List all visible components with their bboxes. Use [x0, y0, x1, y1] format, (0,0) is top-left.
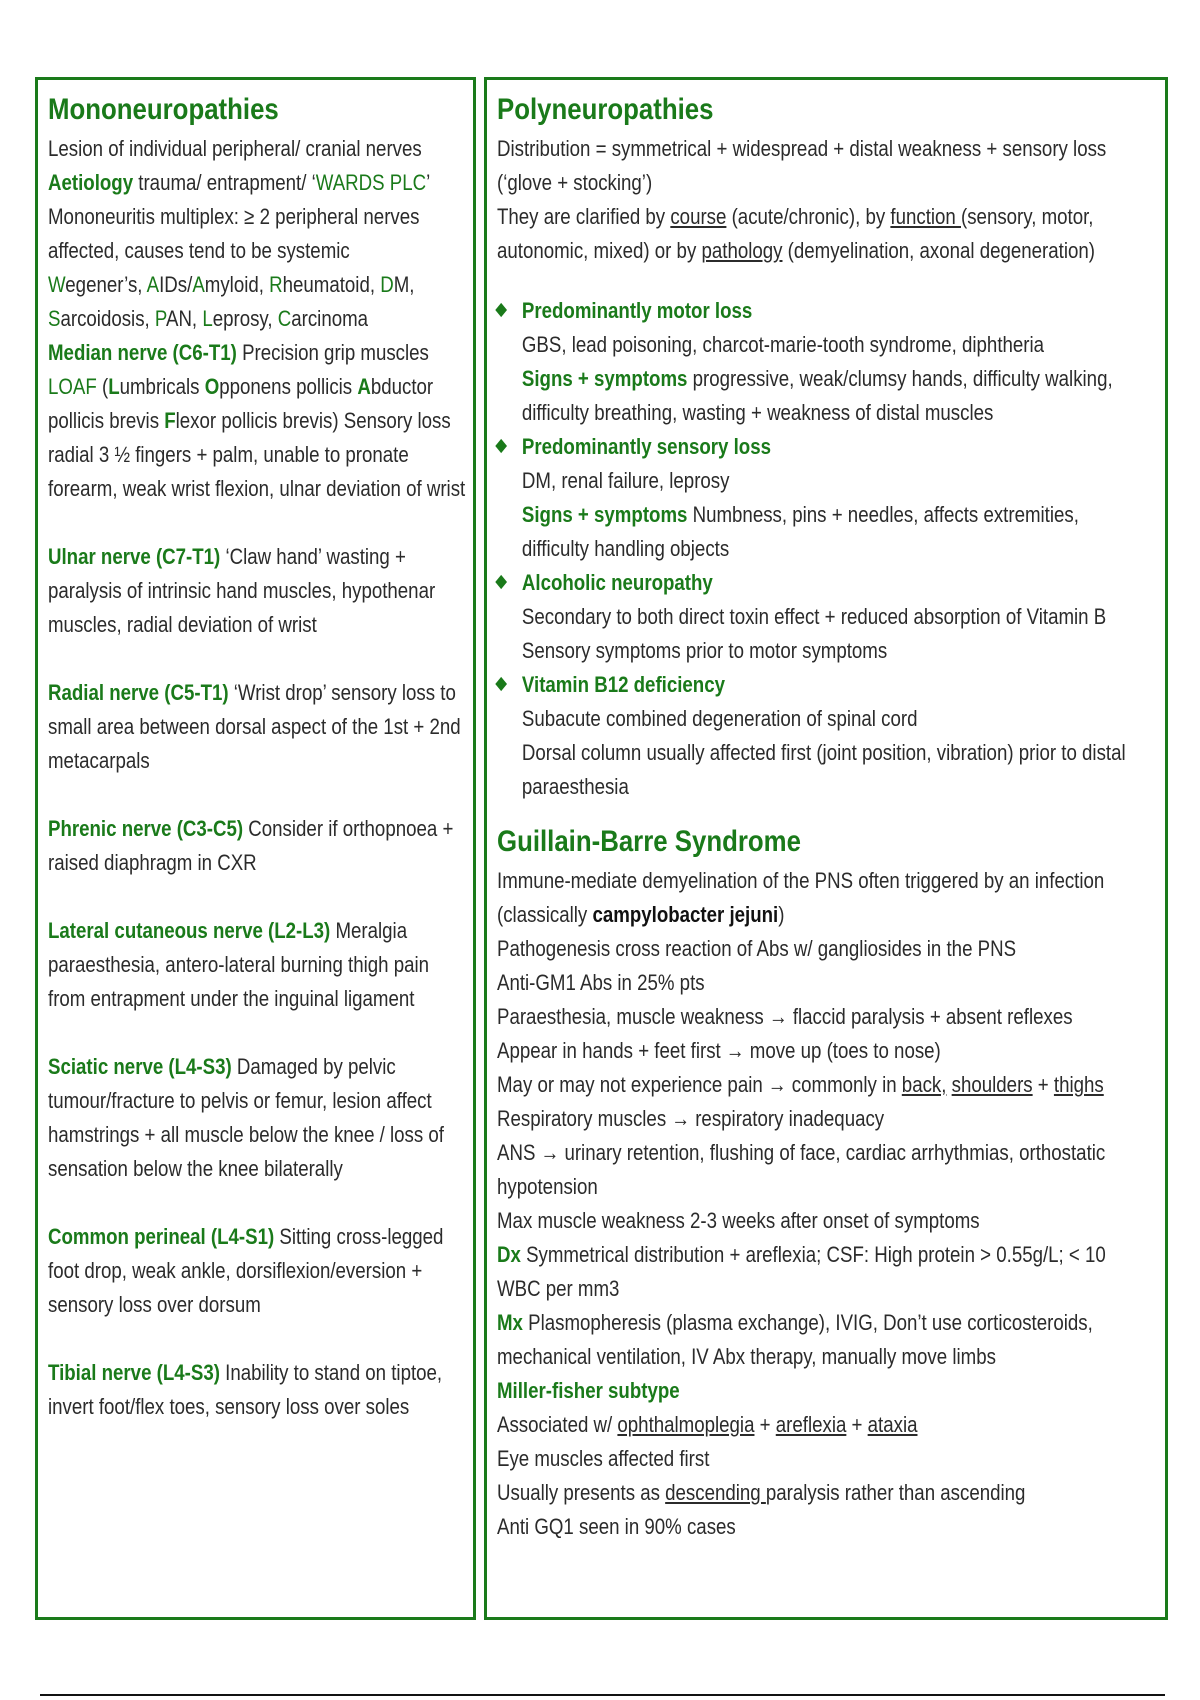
sensory-loss-section: [497, 430, 1149, 566]
diamond-bullet-icon: [495, 677, 507, 691]
ulnar-nerve-label: Ulnar nerve (C7-T1): [48, 544, 221, 569]
ulnar-nerve-entry: Ulnar nerve (C7-T1) ‘Claw hand’ wasting + paralysis of intrinsic hand muscles, hypothenar muscles, radial deviation of wrist: [48, 544, 436, 637]
multiplex-text: Mononeuritis multiplex: ≥ 2 peripheral nerves affected, causes tend to be systemic: [48, 204, 420, 263]
common-perineal-label: Common perineal (L4-S1): [48, 1224, 275, 1249]
gbs-dx: Dx Symmetrical distribution + areflexia; CSF: High protein > 0.55g/L; < 10 WBC per mm3: [497, 1242, 1106, 1301]
gbs-appear: Appear in hands + feet first → move up (toes to nose): [497, 1038, 941, 1063]
miller-fisher-eye: Eye muscles affected first: [497, 1446, 710, 1471]
gbs-pain: May or may not experience pain → commonly in back, shoulders + thighs: [497, 1072, 1104, 1097]
common-perineal-entry: Common perineal (L4-S1) Sitting cross-legged foot drop, weak ankle, dorsiflexion/eversion + sensory loss over dorsum: [48, 1224, 444, 1317]
miller-fisher-associated: Associated w/ ophthalmoplegia + areflexia + ataxia: [497, 1412, 918, 1437]
mononeuropathies-title: Mononeuropathies: [48, 93, 279, 126]
alcoholic-neuropathy-section: Alcoholic neuropathy Secondary to both direct toxin effect + reduced absorption of Vitamin B Sensory symptoms prior to motor symptoms: [497, 566, 1149, 668]
polyneuropathies-body: [497, 132, 1149, 804]
sensory-loss-causes: DM, renal failure, leprosy: [521, 468, 730, 493]
median-nerve-entry: Median nerve (C6-T1) Precision grip muscles LOAF (Lumbricals Opponens pollicis Abductor pollicis brevis Flexor pollicis brevis) Sensory loss radial 3 ½ fingers + palm, unable to pronate forearm, weak wrist flexion, ulnar deviation of wrist: [48, 340, 466, 501]
gbs-pathogenesis: Pathogenesis cross reaction of Abs w/ gangliosides in the PNS: [497, 936, 1017, 961]
wards-list: Wegener’s, AIDs/Amyloid, Rheumatoid, DM, Sarcoidosis, PAN, Leprosy, Carcinoma: [48, 272, 415, 331]
sciatic-nerve-entry: Sciatic nerve (L4-S3) Damaged by pelvic tumour/fracture to pelvis or femur, lesion affect hamstrings + all muscle below the knee / loss of sensation below the knee bilaterally: [48, 1054, 445, 1181]
diamond-bullet-icon: [495, 575, 507, 589]
gbs-max-weakness: Max muscle weakness 2-3 weeks after onset of symptoms: [497, 1208, 980, 1233]
motor-loss-causes: GBS, lead poisoning, charcot-marie-tooth syndrome, diphtheria: [521, 332, 1045, 357]
sensory-loss-signs: Signs + symptoms Numbness, pins + needles, affects extremities, difficulty handling objects: [521, 502, 1079, 561]
alcoholic-neuropathy-heading: Alcoholic neuropathy: [521, 570, 713, 595]
gbs-antigm1: Anti-GM1 Abs in 25% pts: [497, 970, 705, 995]
phrenic-nerve-label: Phrenic nerve (C3-C5): [48, 816, 244, 841]
lateral-cutaneous-nerve-label: Lateral cutaneous nerve (L2-L3): [48, 918, 331, 943]
wards-plc-mnemonic: WARDS PLC: [315, 170, 427, 195]
gbs-title: Guillain-Barre Syndrome: [497, 825, 801, 858]
b12-deficiency-section: Vitamin B12 deficiency Subacute combined degeneration of spinal cord Dorsal column usually affected first (joint position, vibration) prior to distal paraesthesia: [497, 668, 1149, 804]
median-nerve-label: Median nerve (C6-T1): [48, 340, 237, 365]
intro-text: Lesion of individual peripheral/ cranial nerves: [48, 136, 422, 161]
radial-nerve-entry: Radial nerve (C5-T1) ‘Wrist drop’ sensory loss to small area between dorsal aspect of the 1st + 2nd metacarpals: [48, 680, 461, 773]
sciatic-nerve-label: Sciatic nerve (L4-S3): [48, 1054, 232, 1079]
lateral-cutaneous-nerve-entry: Lateral cutaneous nerve (L2-L3) Meralgia paraesthesia, antero-lateral burning thigh pain from entrapment under the inguinal ligament: [48, 918, 430, 1011]
gbs-immune: Immune-mediate demyelination of the PNS often triggered by an infection (classically campylobacter jejuni): [497, 868, 1105, 927]
polyneuropathies-title: Polyneuropathies: [497, 93, 714, 126]
radial-nerve-label: Radial nerve (C5-T1): [48, 680, 229, 705]
loaf-mnemonic: LOAF: [48, 374, 97, 399]
tibial-nerve-entry: Tibial nerve (L4-S3) Inability to stand on tiptoe, invert foot/flex toes, sensory loss over soles: [48, 1360, 443, 1419]
mononeuropathies-body: [48, 132, 466, 1424]
gbs-ans: ANS → urinary retention, flushing of face, cardiac arrhythmias, orthostatic hypotension: [497, 1140, 1106, 1199]
bottom-rule-divider: [40, 1694, 1165, 1696]
motor-loss-section: [497, 294, 1149, 430]
motor-loss-signs: Signs + symptoms progressive, weak/clumsy hands, difficulty walking, difficulty breathing, wasting + weakness of distal muscles: [521, 366, 1113, 425]
sensory-loss-heading: Predominantly sensory loss: [521, 434, 771, 459]
miller-fisher-heading: Miller-fisher subtype: [497, 1378, 680, 1403]
aetiology-label: Aetiology: [48, 170, 134, 195]
diamond-bullet-icon: [495, 303, 507, 317]
b12-deficiency-heading: Vitamin B12 deficiency: [521, 672, 725, 697]
gbs-body: [497, 864, 1149, 1544]
miller-fisher-gq1: Anti GQ1 seen in 90% cases: [497, 1514, 736, 1539]
mononeuropathies-panel: [35, 77, 476, 1620]
campylobacter: campylobacter jejuni: [592, 902, 779, 927]
gbs-respiratory: Respiratory muscles → respiratory inadequacy: [497, 1106, 885, 1131]
phrenic-nerve-entry: Phrenic nerve (C3-C5) Consider if orthopnoea + raised diaphragm in CXR: [48, 816, 454, 875]
miller-fisher-descending: Usually presents as descending paralysis rather than ascending: [497, 1480, 1026, 1505]
motor-loss-heading: Predominantly motor loss: [521, 298, 753, 323]
diamond-bullet-icon: [495, 439, 507, 453]
gbs-paraesthesia: Paraesthesia, muscle weakness → flaccid paralysis + absent reflexes: [497, 1004, 1073, 1029]
aetiology-line: Aetiology trauma/ entrapment/ ‘WARDS PLC’: [48, 170, 431, 195]
gbs-mx: Mx Plasmopheresis (plasma exchange), IVIG, Don’t use corticosteroids, mechanical ventilation, IV Abx therapy, manually move limbs: [497, 1310, 1093, 1369]
polyneuropathies-panel: [484, 77, 1168, 1620]
distribution-text: Distribution = symmetrical + widespread + distal weakness + sensory loss (‘glove + stocking’): [497, 136, 1107, 195]
tibial-nerve-label: Tibial nerve (L4-S3): [48, 1360, 220, 1385]
classification-text: They are clarified by course (acute/chronic), by function (sensory, motor, autonomic, mixed) or by pathology (demyelination, axonal degeneration): [497, 204, 1095, 263]
